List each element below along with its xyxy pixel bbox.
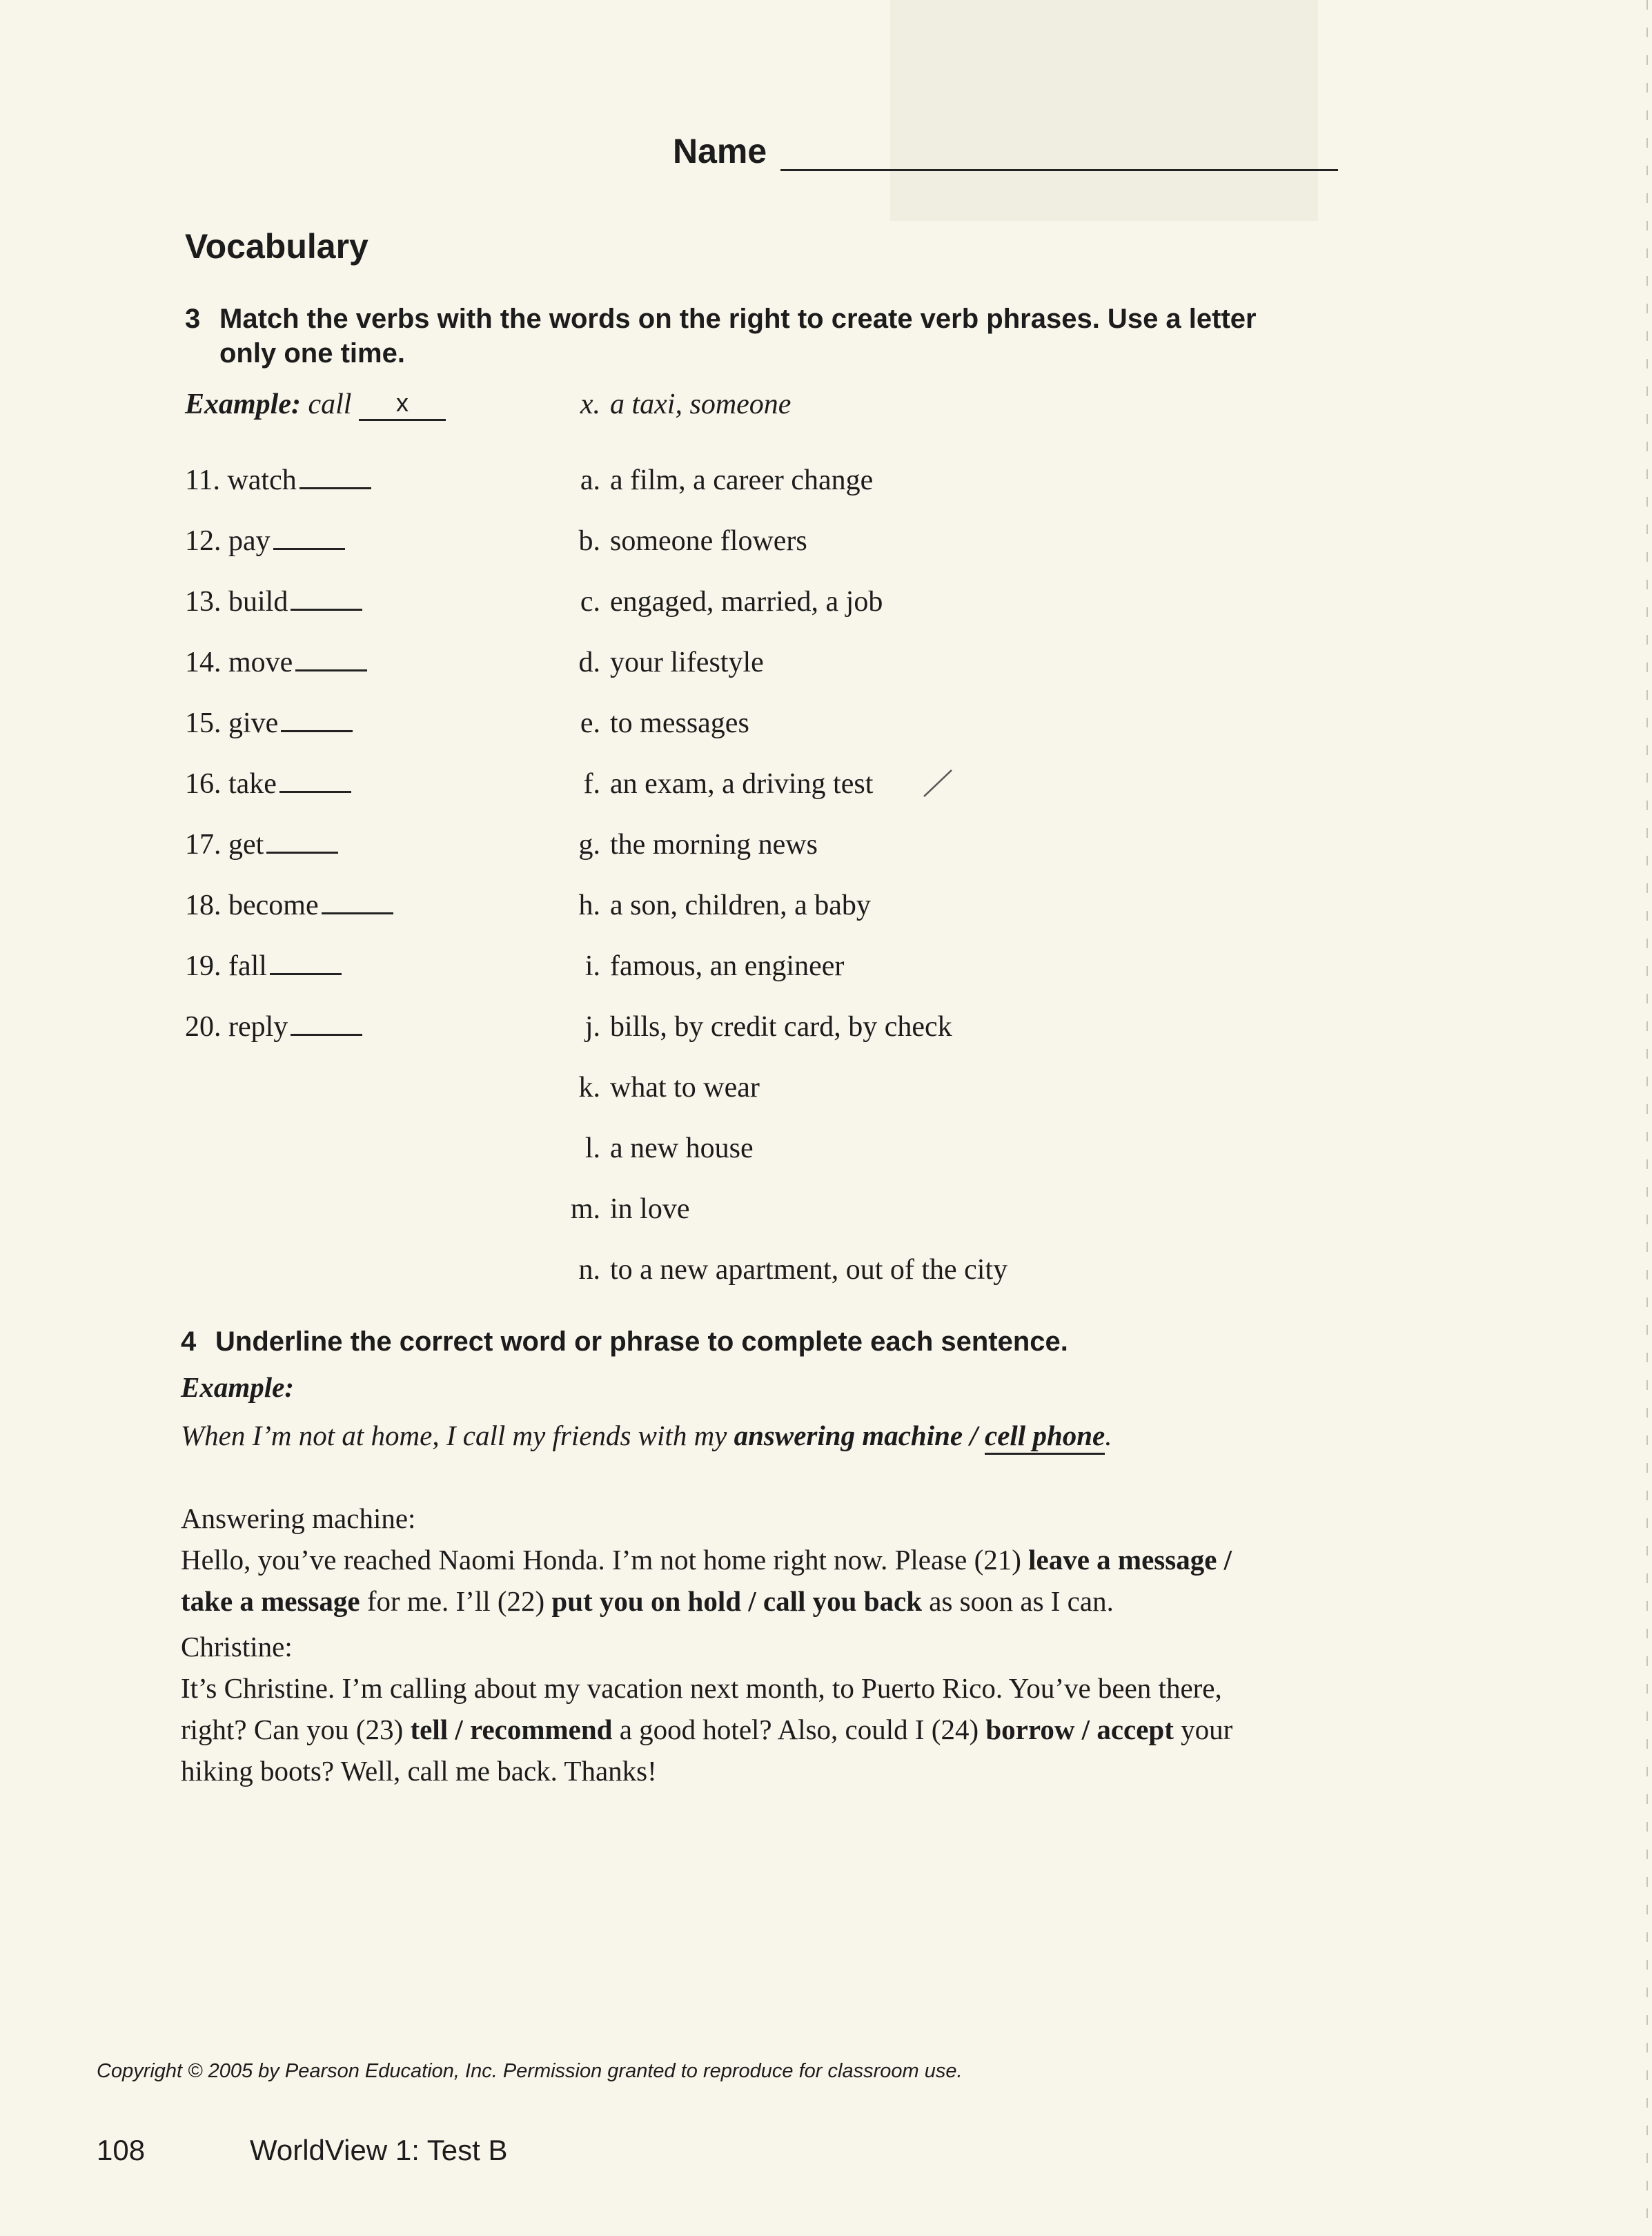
example-verb: call	[308, 389, 352, 420]
option-text: in love	[610, 1193, 690, 1225]
option-text: a new house	[610, 1132, 754, 1164]
option-item	[531, 585, 883, 618]
example-answer-blank	[359, 391, 446, 421]
answer-blank[interactable]	[273, 524, 345, 550]
exercise4-instruction-text: Underline the correct word or phrase to complete each sentence.	[215, 1326, 1068, 1357]
p2-text-d: a good hotel? Also, could I (24)	[612, 1714, 986, 1745]
p1-text-f: as soon as I can.	[922, 1585, 1114, 1617]
example-answer: x	[395, 389, 409, 417]
verb-item	[185, 950, 342, 983]
verb-item	[185, 524, 345, 558]
answer-blank[interactable]	[266, 828, 338, 854]
verb-label: 18. become	[185, 890, 319, 921]
christine-line2	[181, 1709, 1319, 1750]
choice-24[interactable]: borrow / accept	[985, 1714, 1174, 1745]
option-text: a film, a career change	[610, 464, 874, 496]
choice-22[interactable]: put you on hold / call you back	[551, 1585, 923, 1617]
name-blank[interactable]	[780, 139, 1338, 171]
tick-mark	[921, 766, 956, 801]
section-title: Vocabulary	[185, 227, 368, 266]
exercise3-example	[185, 388, 446, 421]
name-label: Name	[673, 132, 767, 170]
answering-machine-block	[181, 1498, 1319, 1622]
exercise4-instruction	[181, 1326, 1068, 1357]
option-item	[531, 889, 871, 922]
verb-label: 13. build	[185, 586, 288, 618]
verb-item	[185, 585, 362, 618]
answer-blank[interactable]	[281, 707, 353, 732]
verb-item	[185, 1010, 362, 1043]
answer-blank[interactable]	[279, 767, 351, 793]
example4-option1: answering machine	[734, 1420, 963, 1451]
page-number: 108	[97, 2134, 146, 2166]
christine-line4: hiking boots? Well, call me back. Thanks!	[181, 1755, 657, 1787]
p1-text-d: for me. I’ll (22)	[360, 1585, 552, 1617]
bleed-through-block	[890, 0, 1318, 221]
option-letter: l.	[584, 1132, 600, 1164]
example4-separator: /	[963, 1420, 985, 1451]
option-text: famous, an engineer	[610, 950, 845, 982]
option-item	[531, 464, 873, 497]
option-letter: c.	[580, 586, 600, 618]
option-text: bills, by credit card, by check	[610, 1011, 952, 1043]
verb-item	[185, 646, 367, 679]
book-title: WorldView 1: Test B	[250, 2134, 508, 2166]
example4-pre: When I’m not at home, I call my friends with my	[181, 1420, 734, 1451]
name-field	[673, 131, 1338, 171]
option-letter: n.	[578, 1254, 600, 1286]
answer-blank[interactable]	[295, 646, 367, 671]
option-text: an exam, a driving test	[610, 768, 874, 800]
answer-blank[interactable]	[291, 1010, 362, 1036]
option-letter: g.	[578, 829, 600, 861]
option-item	[531, 646, 764, 679]
christine-label: Christine:	[181, 1631, 293, 1663]
option-text: to messages	[610, 707, 749, 739]
verb-item	[185, 828, 338, 861]
option-item	[531, 828, 818, 861]
option-text: the morning news	[610, 829, 818, 861]
example4-post: .	[1105, 1420, 1112, 1451]
christine-block	[181, 1626, 1319, 1792]
verb-item	[185, 707, 353, 740]
option-letter: a.	[580, 464, 600, 496]
option-letter: e.	[580, 707, 600, 739]
option-letter: k.	[578, 1072, 600, 1104]
verb-label: 12. pay	[185, 525, 271, 557]
answer-blank[interactable]	[322, 889, 393, 914]
verb-label: 19. fall	[185, 950, 267, 982]
option-item	[531, 950, 844, 983]
option-text: someone flowers	[610, 525, 807, 557]
example4-label: Example:	[181, 1371, 294, 1403]
option-letter: m.	[570, 1193, 600, 1225]
exercise3-instruction-line1	[185, 304, 1257, 335]
option-item	[531, 767, 873, 801]
exercise3-instruction-text: Match the verbs with the words on the right to create verb phrases. Use a letter	[219, 304, 1257, 334]
option-item	[531, 707, 749, 740]
choice-21-line1[interactable]: leave a message /	[1028, 1544, 1232, 1576]
exercise3-example-option	[531, 388, 791, 421]
exercise4-example-label	[181, 1366, 1319, 1408]
p2-text-f: your	[1173, 1714, 1233, 1745]
option-text: engaged, married, a job	[610, 586, 883, 618]
copyright-notice: Copyright © 2005 by Pearson Education, Inc. Permission granted to reproduce for classroom use.	[97, 2060, 963, 2082]
option-text: what to wear	[610, 1072, 760, 1104]
verb-item	[185, 464, 371, 497]
verb-label: 16. take	[185, 768, 277, 800]
verb-label: 15. give	[185, 707, 279, 739]
answering-machine-line1	[181, 1539, 1319, 1580]
option-item	[531, 1010, 952, 1043]
option-letter: h.	[578, 890, 600, 921]
exercise3-number: 3	[185, 304, 201, 334]
option-text: your lifestyle	[610, 647, 764, 678]
verb-label: 14. move	[185, 647, 293, 678]
answer-blank[interactable]	[291, 585, 362, 611]
exercise4-number: 4	[181, 1326, 197, 1357]
option-text: a son, children, a baby	[610, 890, 871, 921]
answer-blank[interactable]	[270, 950, 342, 975]
example4-option2-underlined: cell phone	[985, 1420, 1105, 1455]
p2-text-b: right? Can you (23)	[181, 1714, 411, 1745]
option-letter: j.	[584, 1011, 600, 1043]
example-option-letter: x.	[580, 389, 600, 420]
option-item	[531, 1071, 760, 1104]
option-letter: f.	[583, 768, 600, 800]
verb-item	[185, 889, 393, 922]
choice-21-line2[interactable]: take a message	[181, 1585, 360, 1617]
p1-text-a: Hello, you’ve reached Naomi Honda. I’m not home right now. Please (21)	[181, 1544, 1029, 1576]
christine-line1: It’s Christine. I’m calling about my vacation next month, to Puerto Rico. You’ve been there,	[181, 1672, 1222, 1704]
option-item	[531, 1132, 754, 1165]
option-item	[531, 1253, 1007, 1286]
option-letter: b.	[578, 525, 600, 557]
verb-label: 17. get	[185, 829, 264, 861]
example-option-text: a taxi, someone	[610, 389, 791, 420]
answer-blank[interactable]	[299, 464, 371, 489]
exercise4-example-sentence	[181, 1415, 1319, 1456]
option-item	[531, 524, 807, 558]
choice-23[interactable]: tell / recommend	[410, 1714, 613, 1745]
verb-label: 11. watch	[185, 464, 297, 496]
exercise3-instruction-line2: only one time.	[219, 338, 405, 369]
option-letter: i.	[584, 950, 600, 982]
example-label: Example:	[185, 389, 301, 420]
page-edge-mark	[1646, 0, 1648, 2236]
answering-machine-line2	[181, 1580, 1319, 1622]
option-item	[531, 1193, 689, 1226]
answering-machine-label: Answering machine:	[181, 1502, 416, 1534]
verb-item	[185, 767, 351, 801]
option-text: to a new apartment, out of the city	[610, 1254, 1008, 1286]
option-letter: d.	[578, 647, 600, 678]
verb-label: 20. reply	[185, 1011, 288, 1043]
